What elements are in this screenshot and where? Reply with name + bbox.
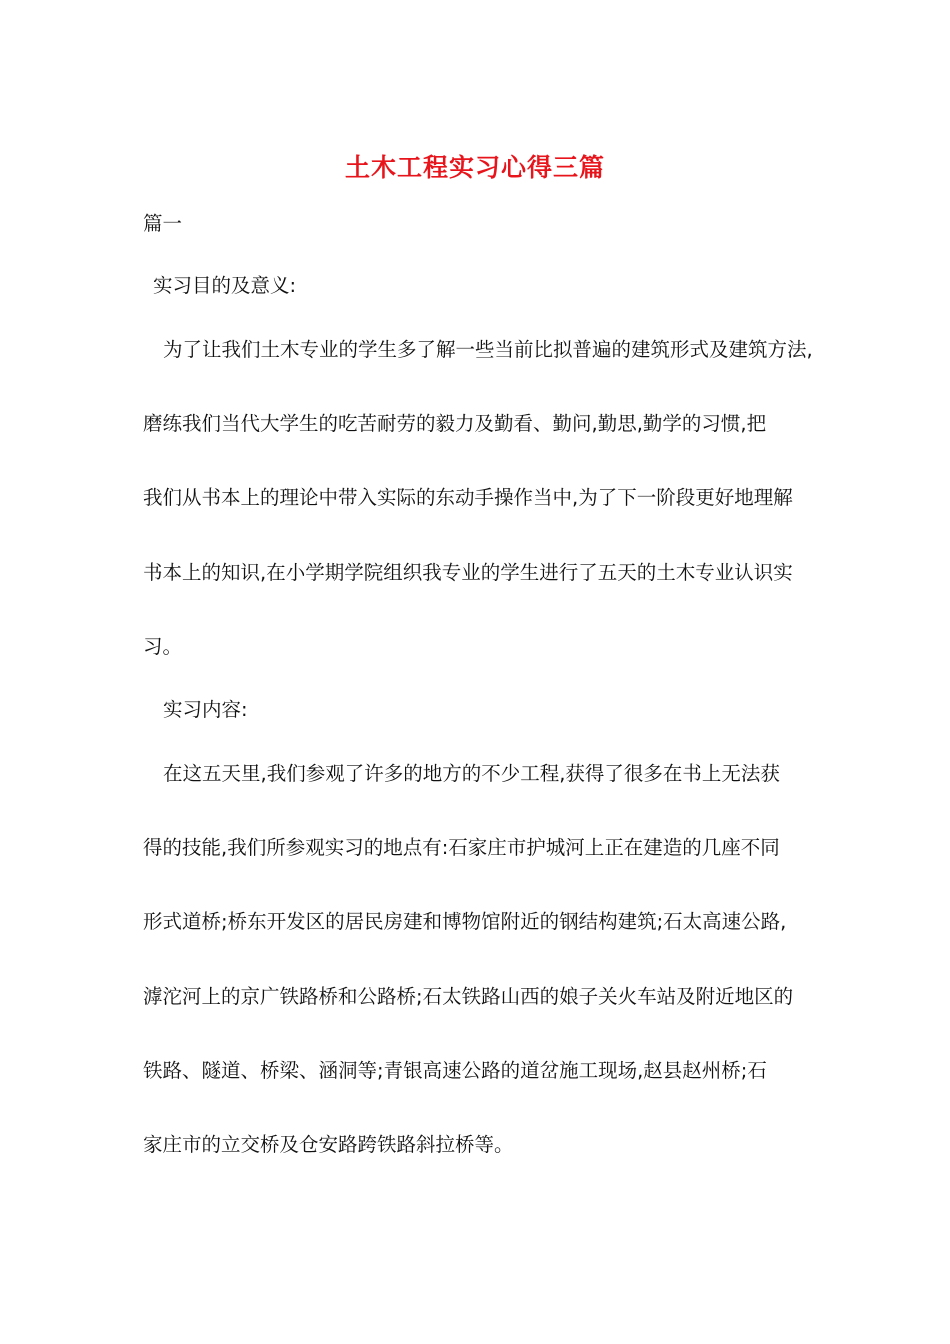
purpose-heading: 实习目的及意义: xyxy=(153,274,297,297)
paragraph2-line-1: 在这五天里,我们参观了许多的地方的不少工程,获得了很多在书上无法获 xyxy=(163,762,780,785)
paragraph1-line-4: 书本上的知识,在小学期学院组织我专业的学生进行了五天的土木专业认识实 xyxy=(143,561,793,584)
paragraph1-line-3: 我们从书本上的理论中带入实际的东动手操作当中,为了下一阶段更好地理解 xyxy=(143,486,793,509)
section-label: 篇一 xyxy=(143,212,183,235)
paragraph1-line-5: 习。 xyxy=(143,635,183,658)
paragraph2-line-5: 铁路、隧道、桥梁、涵洞等;青银高速公路的道岔施工现场,赵县赵州桥;石 xyxy=(143,1059,767,1082)
paragraph2-line-2: 得的技能,我们所参观实习的地点有:石家庄市护城河上正在建造的几座不同 xyxy=(143,836,780,859)
paragraph2-line-6: 家庄市的立交桥及仓安路跨铁路斜拉桥等。 xyxy=(143,1133,514,1156)
paragraph2-line-3: 形式道桥;桥东开发区的居民房建和博物馆附近的钢结构建筑;石太高速公路, xyxy=(143,910,787,933)
paragraph1-line-2: 磨练我们当代大学生的吃苦耐劳的毅力及勤看、勤问,勤思,勤学的习惯,把 xyxy=(143,412,767,435)
content-heading: 实习内容: xyxy=(163,698,248,721)
document-title: 土木工程实习心得三篇 xyxy=(344,153,605,182)
paragraph2-line-4: 滹沱河上的京广铁路桥和公路桥;石太铁路山西的娘子关火车站及附近地区的 xyxy=(143,985,794,1008)
paragraph1-line-1: 为了让我们土木专业的学生多了解一些当前比拟普遍的建筑形式及建筑方法, xyxy=(163,338,813,361)
